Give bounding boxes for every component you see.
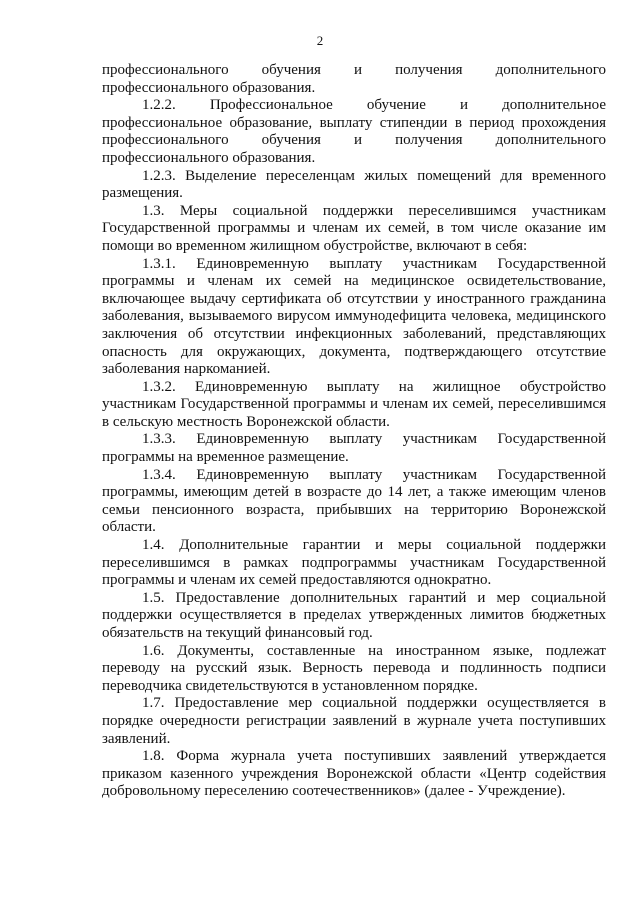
- paragraph-1-3-4: 1.3.4. Единовременную выплату участникам Государственной программы, имеющим детей в возрасте до 14 лет, а также имеющим членов семьи пенсионного возраста, прибывших на территорию Воронежской области.: [102, 466, 606, 536]
- paragraph-1-8: 1.8. Форма журнала учета поступивших заявлений утверждается приказом казенного учреждения Воронежской области «Центр содействия добровольному переселению соотечественников» (далее - Учреждение).: [102, 748, 606, 800]
- paragraph-1-3: 1.3. Меры социальной поддержки переселившимся участникам Государственной программы и членам их семей, в том числе оказание им помощи во временном жилищном обустройстве, включают в себя:: [102, 202, 606, 254]
- document-body: [102, 62, 606, 801]
- paragraph-continuation: профессионального обучения и получения дополнительного профессионального образования.: [102, 62, 606, 96]
- paragraph-1-2-2: 1.2.2. Профессиональное обучение и дополнительное профессиональное образование, выплату стипендии в период прохождения профессионального обучения и получения дополнительного профессионального образования.: [102, 97, 606, 166]
- page-number: 2: [316, 33, 324, 48]
- paragraph-1-5: 1.5. Предоставление дополнительных гарантий и мер социальной поддержки осуществляется в пределах утвержденных лимитов бюджетных обязательств на текущий финансовый год.: [102, 589, 606, 641]
- paragraph-1-4: 1.4. Дополнительные гарантии и меры социальной поддержки переселившимся в рамках подпрограммы участникам Государственной программы и членам их семей предоставляются однократно.: [102, 537, 606, 589]
- paragraph-1-3-2: 1.3.2. Единовременную выплату на жилищное обустройство участникам Государственной программы и членам их семей, переселившимся в сельскую местность Воронежской области.: [102, 378, 606, 430]
- paragraph-1-2-3: 1.2.3. Выделение переселенцам жилых помещений для временного размещения.: [102, 167, 606, 202]
- paragraph-1-6: 1.6. Документы, составленные на иностранном языке, подлежат переводу на русский язык. Верность перевода и подлинность подписи переводчика свидетельствуются в установленном порядке.: [102, 642, 606, 694]
- paragraph-1-3-1: 1.3.1. Единовременную выплату участникам Государственной программы и членам их семей на медицинское освидетельствование, включающее выдачу сертификата об отсутствии у иностранного гражданина заболевания, вызываемого вирусом иммунодефицита человека, медицинского заключения об отсутствии инфекционных заболеваний, представляющих опасность для окружающих, документа, подтверждающего отсутствие заболевания наркоманией.: [102, 255, 606, 378]
- paragraph-1-3-3: 1.3.3. Единовременную выплату участникам Государственной программы на временное размещение.: [102, 431, 606, 466]
- paragraph-1-7: 1.7. Предоставление мер социальной поддержки осуществляется в порядке очередности регистрации заявлений в журнале учета поступивших заявлений.: [102, 695, 606, 747]
